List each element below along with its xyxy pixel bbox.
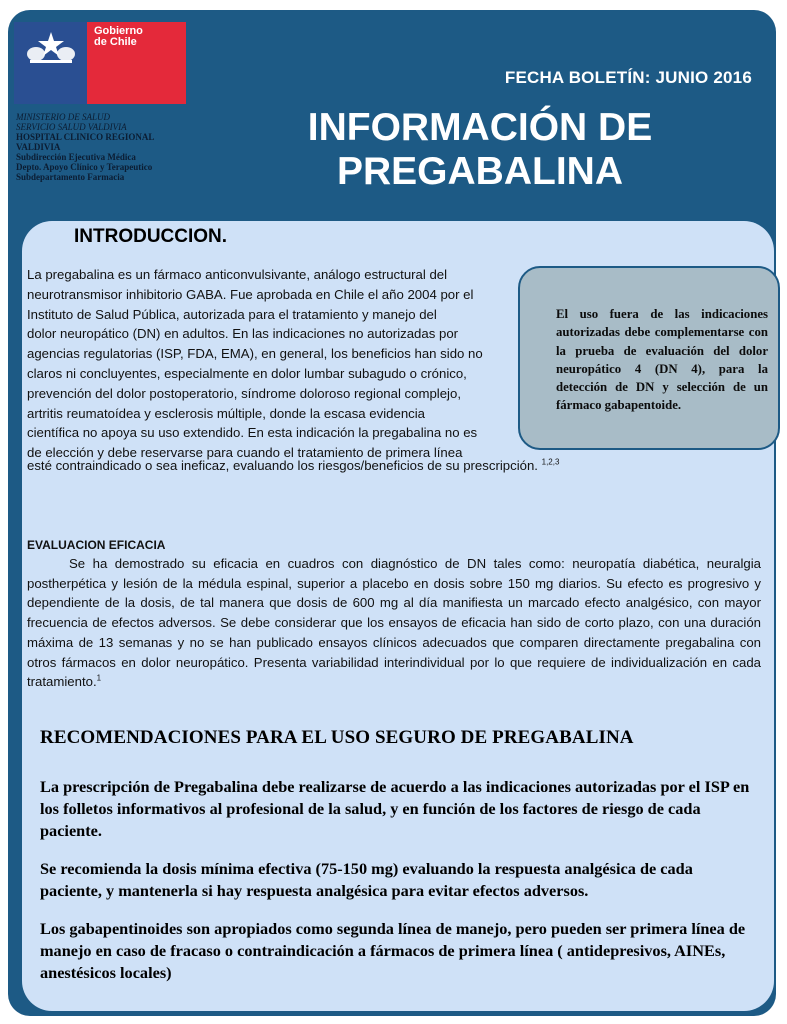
callout-text: El uso fuera de las indicaciones autorizadas debe complementarse con la prueba de evaluación del dolor neuropático 4 (DN 4), para la detección de DN y selección de un fármaco gabapentoide.: [556, 307, 768, 413]
intro-line: claros ni concluyentes, especialmente en dolor lumbar subagudo o crónico,: [27, 365, 467, 381]
evaluacion-citation: 1: [96, 673, 102, 683]
ministry-block: [16, 112, 154, 182]
logo-line-1: Gobierno: [94, 25, 143, 37]
logo-blue-block: [14, 22, 87, 104]
recommendation-item: La prescripción de Pregabalina debe realizarse de acuerdo a las indicaciones autorizadas por el ISP en los folletos informativos al profesional de la salud, y en función de los factores de riesgo de cada paciente.: [40, 777, 750, 840]
ministry-line: Subdirección Ejecutiva Médica: [16, 152, 136, 162]
coat-of-arms-icon: [24, 30, 78, 70]
intro-line: Instituto de Salud Pública, autorizada para el tratamiento y manejo del: [27, 306, 437, 322]
intro-line: de elección y debe reservarse para cuando el tratamiento de primera línea: [27, 445, 463, 461]
intro-line: neurotransmisor inhibitorio GABA. Fue aprobada en Chile el año 2004 por el: [27, 286, 474, 302]
ministry-line: MINISTERIO DE SALUD: [16, 112, 110, 122]
intro-line: artritis reumatoídea y esclerosis múltiple, donde la escasa evidencia: [27, 405, 426, 421]
ministry-line: Depto. Apoyo Clínico y Terapeutico: [16, 162, 153, 172]
evaluacion-paragraph: [27, 554, 761, 692]
recommendation-item: Los gabapentinoides son apropiados como segunda línea de manejo, pero pueden ser primera línea de manejo en caso de fracaso o contraindicación a fármacos de primera línea ( antidepresivos, AINEs, anestésicos locales): [40, 919, 746, 982]
ministry-line: Subdepartamento Farmacia: [16, 172, 125, 182]
ministry-line: VALDIVIA: [16, 142, 61, 152]
recomendaciones-heading: RECOMENDACIONES PARA EL USO SEGURO DE PREGABALINA: [40, 727, 634, 748]
callout-box: [518, 266, 780, 450]
intro-citation: 1,2,3: [541, 457, 560, 467]
intro-last-line: [27, 456, 627, 476]
intro-line: prevención del dolor postoperatorio, síndrome doloroso regional complejo,: [27, 385, 461, 401]
recommendation-item: Se recomienda la dosis mínima efectiva (75-150 mg) evaluando la respuesta analgésica de cada paciente, y mantenerla si hay respuesta analgésica para evitar efectos adversos.: [40, 859, 693, 900]
logo-line-2: de Chile: [94, 36, 137, 48]
intro-last-text: esté contraindicado o sea ineficaz, evaluando los riesgos/beneficios de su prescripción.: [27, 458, 542, 473]
ministry-line: HOSPITAL CLINICO REGIONAL: [16, 132, 155, 142]
intro-line: agencias regulatorias (ISP, FDA, EMA), en general, los beneficios han sido no: [27, 346, 483, 362]
intro-line: científica no apoya su uso extendido. En esta indicación la pregabalina no es: [27, 425, 478, 441]
title-line-2: PREGABALINA: [336, 150, 623, 193]
ministry-line: SERVICIO SALUD VALDIVIA: [16, 122, 127, 132]
gobierno-de-chile-logo: [14, 22, 186, 104]
evaluacion-text: Se ha demostrado su eficacia en cuadros con diagnóstico de DN tales como: neuropatía diabética, neuralgia postherpética y lesión de la médula espinal, superior a placebo en dosis sobre 150 mg diarios. Su efecto es progresivo y dependiente de la dosis, de tal manera que dosis de 600 mg al día manifiesta un marcado efecto analgésico, con mayor frecuencia de efectos adversos. Se debe considerar que los ensayos de eficacia han sido de corto plazo, con una duración máxima de 13 semanas y no se han publicado ensayos clínicos adecuados que comparen directamente pregabalina con otros fármacos en dolor neuropático. Presenta variabilidad interindividual por lo que requiere de individualización en cada tratamiento.: [27, 556, 761, 690]
page-title: [230, 106, 730, 194]
intro-line: La pregabalina es un fármaco anticonvulsivante, análogo estructural del: [27, 267, 448, 282]
intro-heading: INTRODUCCION.: [74, 226, 228, 247]
evaluacion-heading: EVALUACION EFICACIA: [27, 538, 166, 552]
intro-line: dolor neuropático (DN) en adultos. En las indicaciones no autorizadas por: [27, 326, 459, 342]
title-line-1: INFORMACIÓN DE: [307, 106, 653, 149]
bulletin-date: FECHA BOLETÍN: JUNIO 2016: [504, 68, 752, 87]
intro-paragraph: [27, 265, 513, 463]
